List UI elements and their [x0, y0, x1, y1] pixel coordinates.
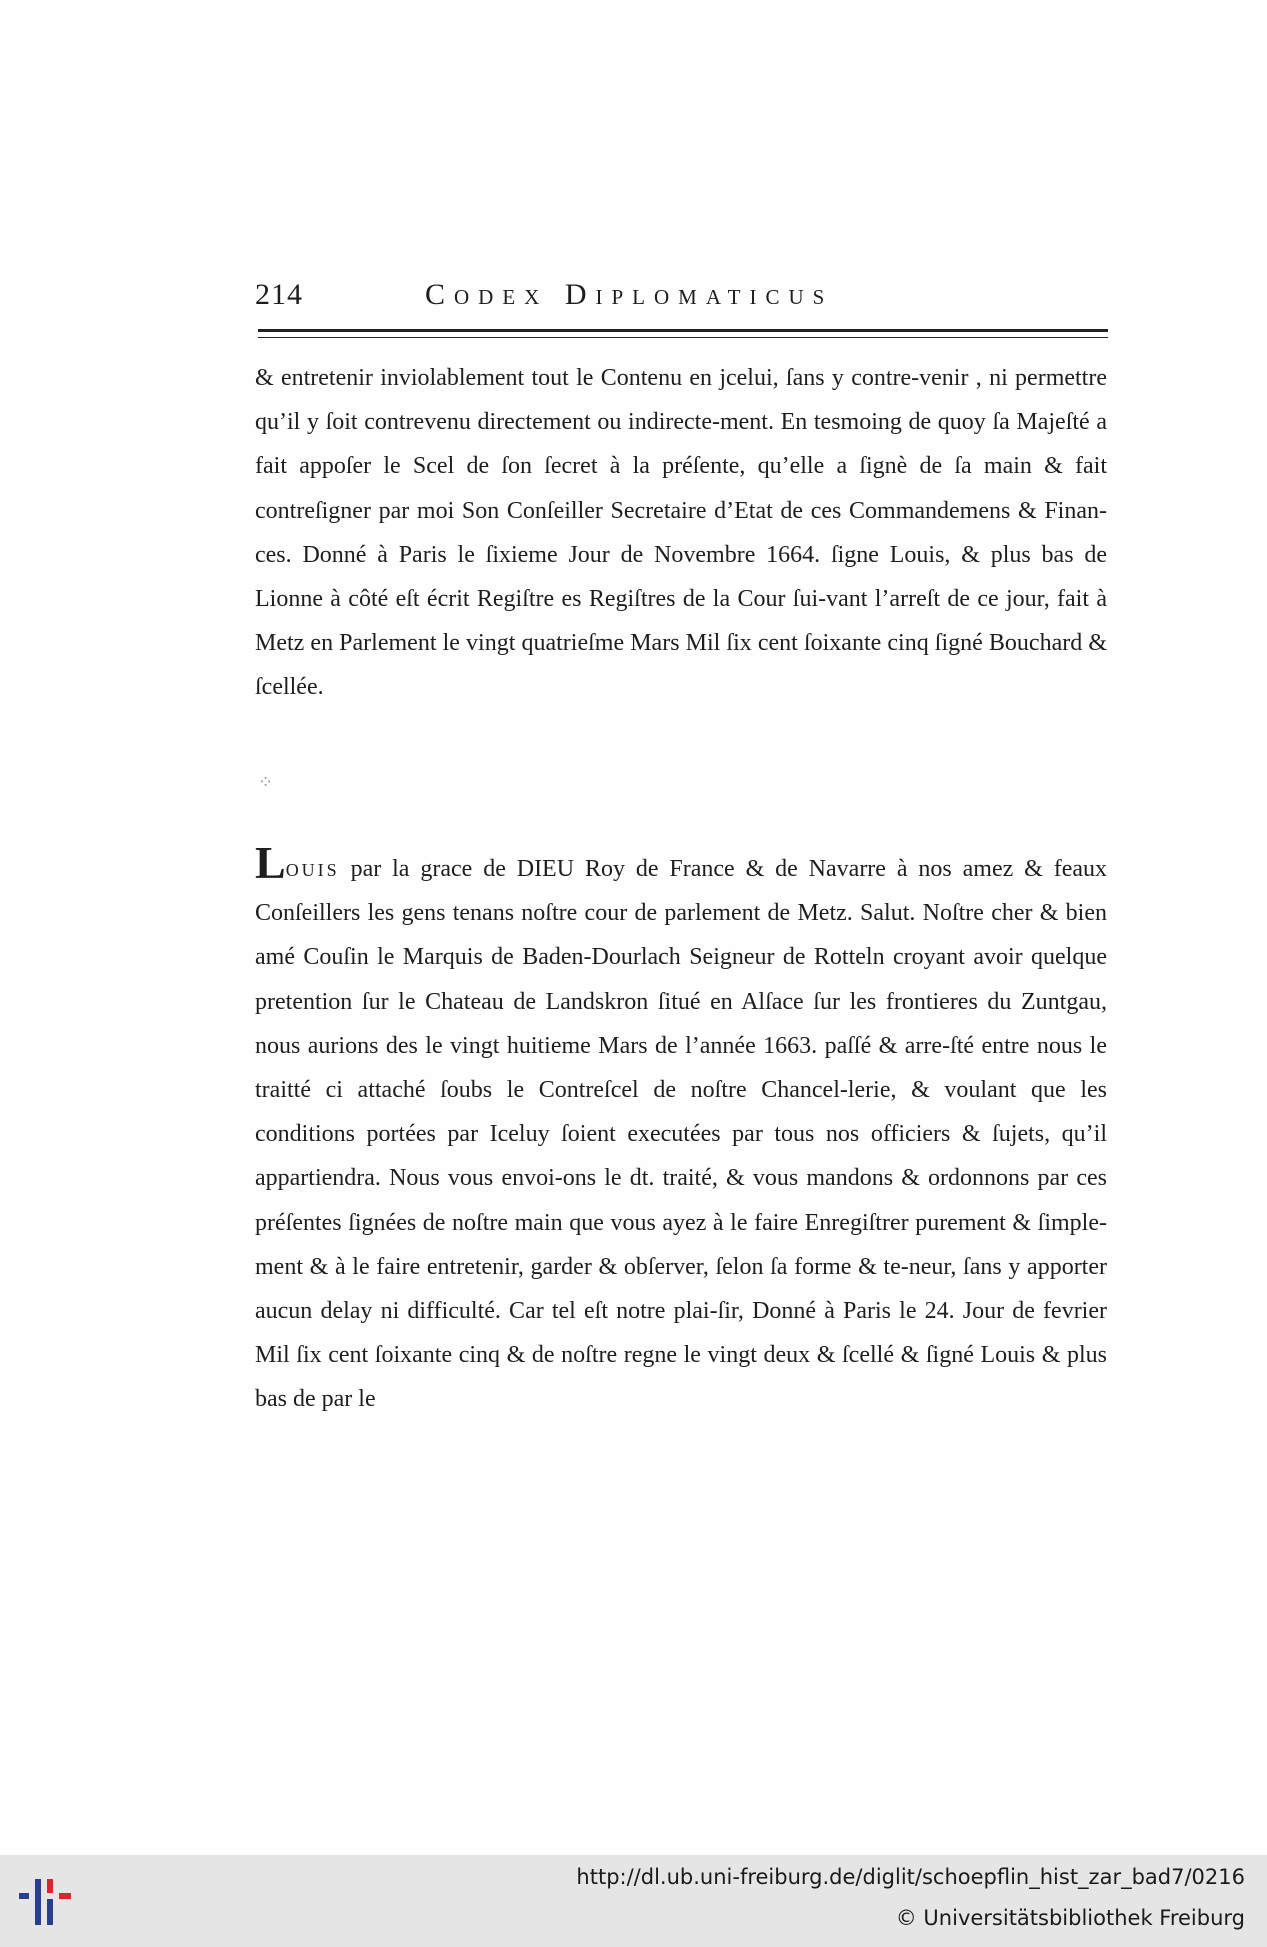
paragraph-continuation: & entretenir inviolablement tout le Contenu en jcelui, ſans y contre-venir , ni permettre qu’il y ſoit contrevenu directement ou indirecte-ment. En tesmoing de quoy ſa Majeſté a fait appoſer le Scel de ſon ſecret à la préſente, qu’elle a ſignè de ſa main & fait contreſigner par moi Son Conſeiller Secretaire d’Etat de ces Commandemens & Finan-ces. Donné à Paris le ſixieme Jour de Novembre 1664. ſigne Louis, & plus bas de Lionne à côté eſt écrit Regiſtre es Regiſtres de la Cour ſui-vant l’arreſt de ce jour, fait à Metz en Parlement le vingt quatrieſme Mars Mil ſix cent ſoixante cinq ſigné Bouchard & ſcellée.: [255, 365, 1107, 701]
document-url[interactable]: http://dl.ub.uni-freiburg.de/diglit/schoepflin_hist_zar_bad7/0216: [576, 1865, 1245, 1889]
page-header: [255, 278, 1110, 318]
running-title: Codex Diplomaticus: [425, 278, 834, 311]
paragraph-letter: [255, 837, 1107, 1422]
page-number: 214: [255, 278, 303, 311]
copyright-notice: © Universitätsbibliothek Freiburg: [895, 1906, 1245, 1930]
drop-cap: L: [255, 837, 286, 888]
header-rule-thick: [258, 329, 1108, 332]
viewer-footer: [0, 1855, 1267, 1947]
header-rule-thin: [258, 337, 1108, 338]
paragraph-letter-text: par la grace de DIEU Roy de France & de Navarre à nos amez & feaux Conſeillers les gens tenans noſtre cour de parlement de Metz. Salut. Noſtre cher & bien amé Couſin le Marquis de Baden-Dourlach Seigneur de Rotteln croyant avoir quelque pretention ſur le Chateau de Landskron ſitué en Alſace ſur les frontieres du Zuntgau, nous aurions des le vingt huitieme Mars de l’année 1663. paſſé & arre-ſté entre nous le traitté ci attaché ſoubs le Contreſcel de noſtre Chancel-lerie, & voulant que les conditions portées par Iceluy ſoient executées par tous nos officiers & ſujets, qu’il appartiendra. Nous vous envoi-ons le dt. traité, & vous mandons & ordonnons par ces préſentes ſignées de noſtre main que vous ayez à le faire Enregiſtrer purement & ſimple-ment & à le faire entretenir, garder & obſerver, ſelon ſa forme & te-neur, ſans y apporter aucun delay ni difficulté. Car tel eſt notre plai-ſir, Donné à Paris le 24. Jour de fevrier Mil ſix cent ſoixante cinq & de noſtre regne le vingt deux & ſcellé & ſigné Louis & plus bas de par le: [255, 856, 1107, 1413]
ink-speck: ⁘: [258, 772, 274, 792]
opening-smallcaps: ouis: [285, 853, 340, 882]
ub-freiburg-logo-icon: [15, 1873, 79, 1929]
